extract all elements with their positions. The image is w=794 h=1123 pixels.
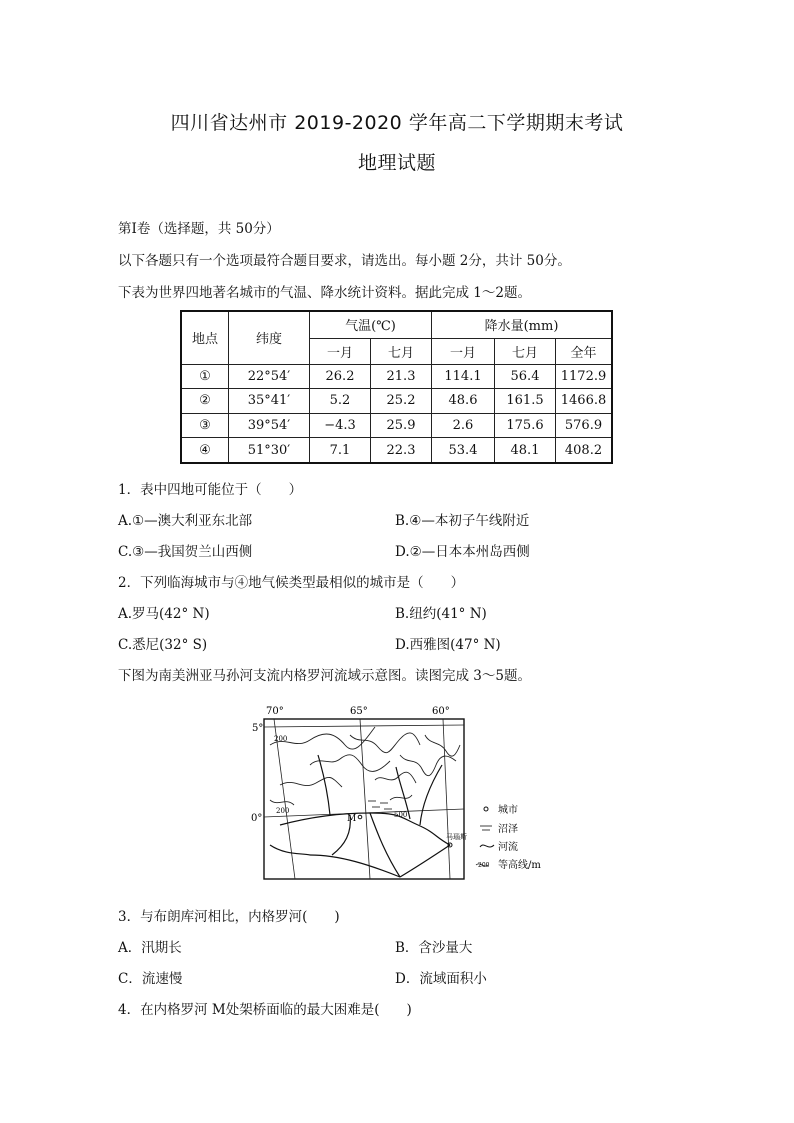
point-m-label: M bbox=[347, 814, 357, 824]
paper-title: 四川省达州市 2019-2020 学年高二下学期期末考试 bbox=[170, 112, 624, 134]
legend-city-icon bbox=[484, 807, 488, 811]
question-4-stem: 4．在内格罗河 M处架桥面临的最大困难是( ) bbox=[118, 1002, 412, 1018]
climate-table bbox=[180, 310, 613, 464]
cell-precip-jul: 48.1 bbox=[495, 438, 556, 463]
header-precip-jan: 一月 bbox=[432, 338, 495, 364]
cell-place: ② bbox=[181, 389, 229, 414]
meridian-65 bbox=[360, 719, 370, 879]
cell-precip-jan: 2.6 bbox=[432, 413, 495, 438]
header-temp-jul: 七月 bbox=[371, 338, 432, 364]
header-temp-jan: 一月 bbox=[310, 338, 371, 364]
question-3-option-d[interactable]: D．流域面积小 bbox=[395, 971, 487, 987]
label-lon-60: 60° bbox=[432, 706, 450, 717]
rio-negro-basin-map bbox=[250, 705, 550, 885]
legend-contour-label: 等高线/m bbox=[498, 860, 541, 871]
cell-precip-jul: 175.6 bbox=[495, 413, 556, 438]
cell-precip-year: 1466.8 bbox=[556, 389, 613, 414]
legend-swamp-icon bbox=[480, 826, 492, 830]
cell-latitude: 39°54′ bbox=[229, 413, 310, 438]
legend-river-label: 河流 bbox=[498, 842, 518, 853]
cell-precip-year: 408.2 bbox=[556, 438, 613, 463]
cell-place: ③ bbox=[181, 413, 229, 438]
question-2-option-b[interactable]: B.纽约(41° N) bbox=[395, 606, 487, 622]
cell-temp-jan: 26.2 bbox=[310, 364, 371, 389]
header-precip-jul: 七月 bbox=[495, 338, 556, 364]
question-1-option-c[interactable]: C.③—我国贺兰山西侧 bbox=[118, 544, 253, 560]
city-manaus-label: 马瑙斯 bbox=[446, 833, 467, 841]
question-3-option-c[interactable]: C．流速慢 bbox=[118, 971, 183, 987]
question-3-stem: 3．与布朗库河相比，内格罗河( ) bbox=[118, 909, 340, 925]
question-2-option-a[interactable]: A.罗马(42° N) bbox=[118, 606, 210, 622]
cell-temp-jan: 7.1 bbox=[310, 438, 371, 463]
cell-precip-jan: 53.4 bbox=[432, 438, 495, 463]
cell-precip-year: 576.9 bbox=[556, 413, 613, 438]
table-intro: 下表为世界四地著名城市的气温、降水统计资料。据此完成 1～2题。 bbox=[118, 285, 531, 301]
legend-city-label: 城市 bbox=[498, 805, 518, 816]
contour-label-500: 500 bbox=[394, 811, 408, 819]
cell-precip-jul: 56.4 bbox=[495, 364, 556, 389]
question-3-option-b[interactable]: B．含沙量大 bbox=[395, 940, 473, 956]
question-2-option-d[interactable]: D.西雅图(47° N) bbox=[395, 637, 501, 653]
question-2-stem: 2．下列临海城市与④地气候类型最相似的城市是（ ） bbox=[118, 575, 465, 591]
cell-precip-jul: 161.5 bbox=[495, 389, 556, 414]
table-row bbox=[181, 389, 612, 414]
header-precip-year: 全年 bbox=[556, 338, 613, 364]
question-1-stem: 1．表中四地可能位于（ ） bbox=[118, 482, 303, 498]
cell-precip-jan: 114.1 bbox=[432, 364, 495, 389]
cell-temp-jul: 21.3 bbox=[371, 364, 432, 389]
parallel-5 bbox=[264, 725, 464, 727]
cell-temp-jan: −4.3 bbox=[310, 413, 371, 438]
table-row bbox=[181, 364, 612, 389]
label-lon-70: 70° bbox=[266, 706, 284, 717]
cell-temp-jul: 22.3 bbox=[371, 438, 432, 463]
cell-temp-jan: 5.2 bbox=[310, 389, 371, 414]
header-latitude: 纬度 bbox=[229, 311, 310, 364]
cell-latitude: 22°54′ bbox=[229, 364, 310, 389]
question-1-option-d[interactable]: D.②—日本本州岛西侧 bbox=[395, 544, 530, 560]
paper-subtitle: 地理试题 bbox=[357, 152, 436, 174]
cell-place: ① bbox=[181, 364, 229, 389]
contour-label-200-west: 200 bbox=[276, 807, 290, 815]
map-intro: 下图为南美洲亚马孙河支流内格罗河流域示意图。读图完成 3～5题。 bbox=[118, 668, 531, 684]
label-lat-0: 0° bbox=[251, 813, 263, 824]
cell-temp-jul: 25.9 bbox=[371, 413, 432, 438]
label-lat-5: 5° bbox=[252, 723, 264, 734]
cell-precip-jan: 48.6 bbox=[432, 389, 495, 414]
table-row bbox=[181, 438, 612, 463]
legend-contour-value: 200 bbox=[478, 862, 490, 869]
header-place: 地点 bbox=[181, 311, 229, 364]
question-3-option-a[interactable]: A．汛期长 bbox=[118, 940, 182, 956]
legend-swamp-label: 沼泽 bbox=[498, 824, 518, 835]
label-lon-65: 65° bbox=[350, 706, 368, 717]
point-m-marker bbox=[358, 815, 362, 819]
question-1-option-a[interactable]: A.①—澳大利亚东北部 bbox=[118, 513, 253, 529]
header-temperature: 气温(℃) bbox=[310, 311, 432, 338]
cell-latitude: 35°41′ bbox=[229, 389, 310, 414]
table-row bbox=[181, 413, 612, 438]
contour-label-200-north: 200 bbox=[274, 735, 288, 743]
cell-place: ④ bbox=[181, 438, 229, 463]
section-heading: 第Ⅰ卷（选择题，共 50分） bbox=[118, 221, 280, 237]
cell-latitude: 51°30′ bbox=[229, 438, 310, 463]
meridian-60 bbox=[443, 719, 450, 879]
section-instruction: 以下各题只有一个选项最符合题目要求，请选出。每小题 2分，共计 50分。 bbox=[118, 253, 571, 269]
header-precipitation: 降水量(mm) bbox=[432, 311, 613, 338]
cell-temp-jul: 25.2 bbox=[371, 389, 432, 414]
legend-river-icon bbox=[480, 845, 494, 847]
cell-precip-year: 1172.9 bbox=[556, 364, 613, 389]
question-2-option-c[interactable]: C.悉尼(32° S) bbox=[118, 637, 208, 653]
swamp-area bbox=[368, 801, 392, 809]
question-1-option-b[interactable]: B.④—本初子午线附近 bbox=[395, 513, 530, 529]
map-legend bbox=[476, 803, 541, 871]
